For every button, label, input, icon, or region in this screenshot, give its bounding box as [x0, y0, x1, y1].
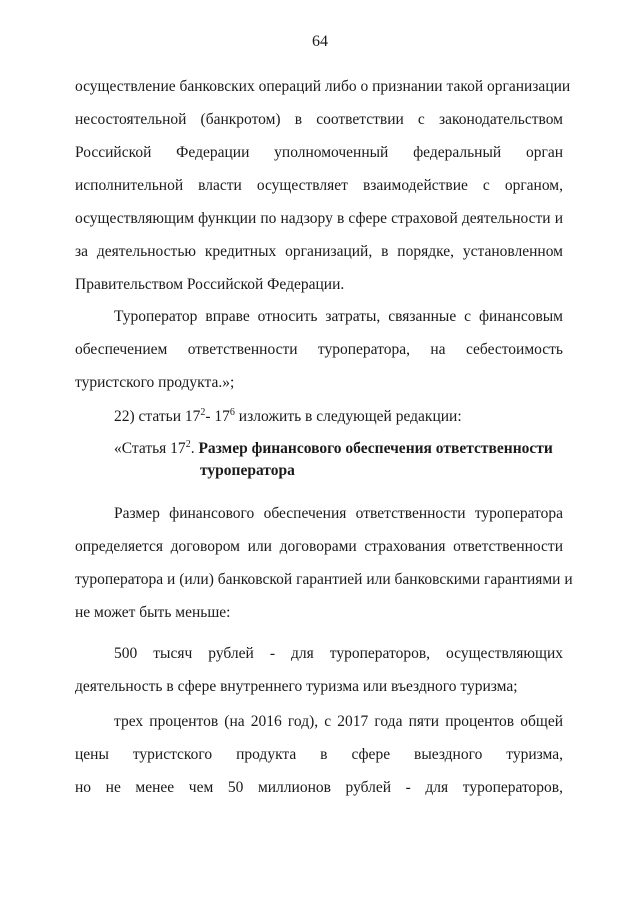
text-line: не может быть меньше: [75, 604, 231, 621]
text-line: за деятельностью кредитных организаций, в порядке, установленном [75, 243, 563, 260]
text-line: исполнительной власти осуществляет взаимодействие с органом, [75, 177, 563, 194]
paragraph-4 [75, 497, 573, 629]
text-line: Российской Федерации уполномоченный федеральный орган [75, 144, 563, 161]
paragraph-3 [75, 400, 563, 433]
text-line: деятельность в сфере внутреннего туризма или въездного туризма; [75, 678, 518, 695]
superscript: 2 [185, 438, 191, 450]
text-line: осуществляющим функции по надзору в сфере страховой деятельности и [75, 210, 563, 227]
article-title-cont: туроператора [200, 462, 295, 479]
text-fragment: - 17 [205, 408, 230, 425]
paragraph-5 [75, 637, 563, 703]
article-title: Размер финансового обеспечения ответственности [198, 440, 553, 457]
text-line: туристского продукта.»; [75, 374, 235, 391]
superscript: 2 [200, 406, 206, 418]
text-line: Туроператор вправе относить затраты, связанные с финансовым [114, 308, 563, 325]
text-line: обеспечением ответственности туроператора, на себестоимость [75, 341, 563, 358]
text-line: Правительством Российской Федерации. [75, 276, 345, 293]
text-line: Размер финансового обеспечения ответственности туроператора [114, 505, 563, 522]
text-line: но не менее чем 50 миллионов рублей - для туроператоров, [75, 779, 563, 796]
article-label: «Статья 17 [114, 440, 186, 457]
article-label-dot: . [190, 440, 195, 457]
paragraph-6 [75, 705, 563, 804]
page-number: 64 [312, 33, 328, 50]
text-line [75, 400, 563, 433]
text-line: трех процентов (на 2016 год), с 2017 года пяти процентов общей [114, 713, 563, 730]
text-fragment: изложить в следующей редакции: [234, 408, 462, 425]
text-line: несостоятельной (банкротом) в соответствии с законодательством [75, 111, 563, 128]
article-heading [75, 438, 563, 482]
text-line: 500 тысяч рублей - для туроператоров, осуществляющих [114, 645, 563, 662]
text-fragment: 22) статьи 17 [114, 408, 201, 425]
paragraph-2 [75, 300, 563, 399]
text-line: туроператора и (или) банковской гарантией или банковскими гарантиями и [75, 571, 573, 588]
text-line: цены туристского продукта в сфере выездного туризма, [75, 746, 563, 763]
text-line: осуществление банковских операций либо о признании такой организации [75, 78, 571, 95]
superscript: 6 [229, 406, 235, 418]
heading-line [75, 438, 563, 460]
paragraph-1 [75, 70, 571, 301]
text-line: определяется договором или договорами страхования ответственности [75, 538, 563, 555]
